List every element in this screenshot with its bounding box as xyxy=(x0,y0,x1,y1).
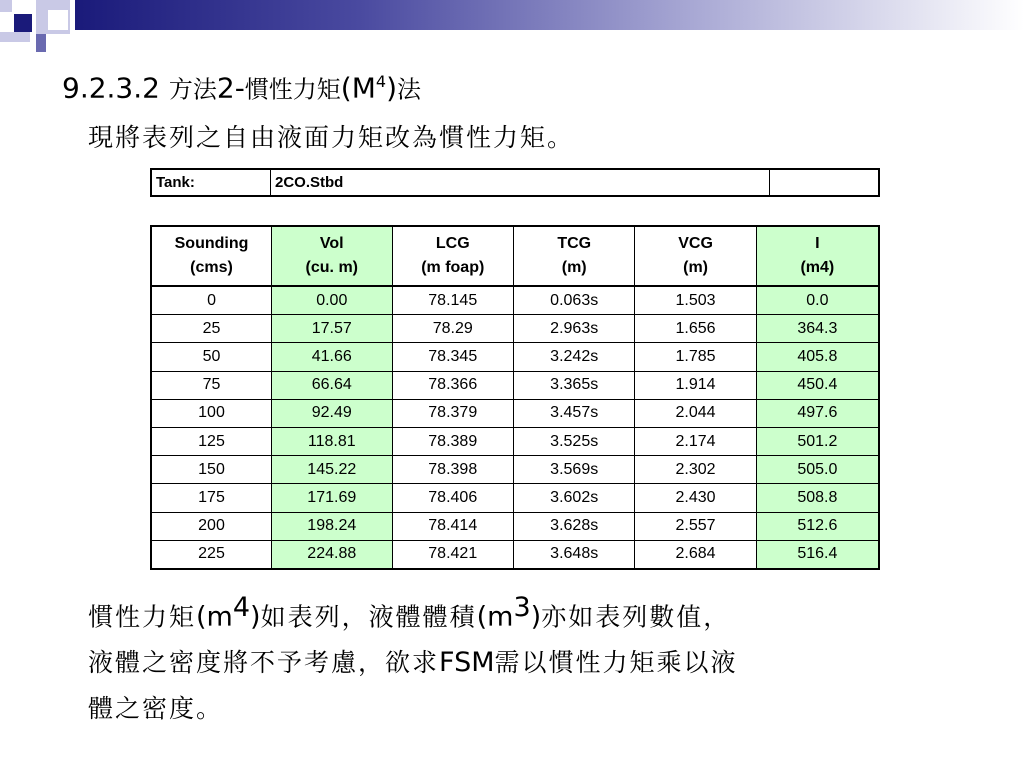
header-label: TCG xyxy=(557,235,592,252)
cell-sounding: 200 xyxy=(151,512,272,540)
column-header-inertia xyxy=(756,226,879,286)
cell-vcg: 2.044 xyxy=(635,399,756,427)
cell-lcg: 78.345 xyxy=(392,343,513,371)
cell-inertia: 512.6 xyxy=(756,512,879,540)
table-row xyxy=(151,427,879,455)
cell-vcg: 1.503 xyxy=(635,286,756,315)
table-row xyxy=(151,399,879,427)
cell-vol: 17.57 xyxy=(272,315,392,343)
header-label: LCG xyxy=(435,235,470,252)
cell-lcg: 78.379 xyxy=(392,399,513,427)
cell-inertia: 0.0 xyxy=(756,286,879,315)
column-header-tcg xyxy=(513,226,634,286)
cell-vcg: 2.557 xyxy=(635,512,756,540)
cell-inertia: 405.8 xyxy=(756,343,879,371)
table-body xyxy=(151,286,879,569)
cell-sounding: 50 xyxy=(151,343,272,371)
cell-sounding: 150 xyxy=(151,456,272,484)
cell-inertia: 501.2 xyxy=(756,427,879,455)
header-unit: (m) xyxy=(683,259,708,276)
column-header-vcg xyxy=(635,226,756,286)
cell-inertia: 516.4 xyxy=(756,540,879,569)
table-row xyxy=(151,343,879,371)
table-row xyxy=(151,371,879,399)
cell-lcg: 78.421 xyxy=(392,540,513,569)
header-label: Sounding xyxy=(174,235,249,252)
cell-inertia: 497.6 xyxy=(756,399,879,427)
table-row xyxy=(151,484,879,512)
table-header-row xyxy=(151,226,879,286)
explanation-paragraph: 慣性力矩$(m^4)$如表列，液體體積$(m^3)$亦如表列數值， 液體之密度將不予考慮，欲求FSM需以慣性力矩乘以液 體之密度。 xyxy=(88,592,738,724)
decorative-square xyxy=(0,0,12,12)
table-row xyxy=(151,512,879,540)
table-row xyxy=(151,315,879,343)
column-header-vol xyxy=(272,226,392,286)
cell-inertia: 450.4 xyxy=(756,371,879,399)
slide-title: 9.2.3.2 方法2-慣性力矩$(M^4)$法 xyxy=(62,71,422,105)
cell-tcg: 3.457s xyxy=(513,399,634,427)
decorative-square xyxy=(36,34,46,52)
cell-tcg: 2.963s xyxy=(513,315,634,343)
cell-vol: 145.22 xyxy=(272,456,392,484)
header-unit: (cms) xyxy=(190,259,233,276)
table-row xyxy=(151,456,879,484)
tank-info-table xyxy=(150,168,880,197)
header-unit: (m) xyxy=(561,259,587,276)
header-unit: (m4) xyxy=(800,259,835,276)
cell-vol: 41.66 xyxy=(272,343,392,371)
header-label: Vol xyxy=(319,235,344,252)
table-row xyxy=(151,286,879,315)
cell-vcg: 1.785 xyxy=(635,343,756,371)
tank-label: Tank: xyxy=(151,169,271,196)
cell-lcg: 78.398 xyxy=(392,456,513,484)
cell-sounding: 125 xyxy=(151,427,272,455)
decorative-square xyxy=(48,10,68,30)
cell-tcg: 3.569s xyxy=(513,456,634,484)
cell-inertia: 508.8 xyxy=(756,484,879,512)
cell-vcg: 2.302 xyxy=(635,456,756,484)
cell-vcg: 2.174 xyxy=(635,427,756,455)
cell-vol: 198.24 xyxy=(272,512,392,540)
cell-vol: 224.88 xyxy=(272,540,392,569)
cell-vol: 171.69 xyxy=(272,484,392,512)
tank-data-table xyxy=(150,225,880,570)
cell-tcg: 3.602s xyxy=(513,484,634,512)
header-unit: (m foap) xyxy=(421,259,485,276)
cell-vol: 0.00 xyxy=(272,286,392,315)
cell-vol: 92.49 xyxy=(272,399,392,427)
cell-tcg: 3.242s xyxy=(513,343,634,371)
cell-tcg: 3.628s xyxy=(513,512,634,540)
cell-vcg: 2.430 xyxy=(635,484,756,512)
cell-tcg: 3.365s xyxy=(513,371,634,399)
cell-inertia: 505.0 xyxy=(756,456,879,484)
cell-sounding: 175 xyxy=(151,484,272,512)
cell-lcg: 78.366 xyxy=(392,371,513,399)
cell-tcg: 0.063s xyxy=(513,286,634,315)
cell-lcg: 78.145 xyxy=(392,286,513,315)
cell-lcg: 78.406 xyxy=(392,484,513,512)
tank-name: 2CO.Stbd xyxy=(271,169,770,196)
cell-sounding: 25 xyxy=(151,315,272,343)
cell-vol: 66.64 xyxy=(272,371,392,399)
cell-sounding: 75 xyxy=(151,371,272,399)
header-unit: (cu. m) xyxy=(305,259,358,276)
cell-sounding: 225 xyxy=(151,540,272,569)
cell-vcg: 1.914 xyxy=(635,371,756,399)
cell-lcg: 78.29 xyxy=(392,315,513,343)
column-header-sounding xyxy=(151,226,272,286)
slide-subtitle: 現將表列之自由液面力矩改為慣性力矩。 xyxy=(88,123,575,152)
cell-inertia: 364.3 xyxy=(756,315,879,343)
table-row xyxy=(151,540,879,569)
cell-vcg: 1.656 xyxy=(635,315,756,343)
header-label: I xyxy=(815,235,820,252)
cell-sounding: 0 xyxy=(151,286,272,315)
cell-vol: 118.81 xyxy=(272,427,392,455)
gradient-strip xyxy=(75,0,1024,30)
header-label: VCG xyxy=(678,235,713,252)
tank-extra xyxy=(770,169,880,196)
column-header-lcg xyxy=(392,226,513,286)
cell-lcg: 78.389 xyxy=(392,427,513,455)
cell-sounding: 100 xyxy=(151,399,272,427)
cell-lcg: 78.414 xyxy=(392,512,513,540)
decorative-header xyxy=(0,0,1024,50)
decorative-square xyxy=(14,14,32,32)
decorative-square xyxy=(0,32,30,42)
cell-tcg: 3.525s xyxy=(513,427,634,455)
cell-tcg: 3.648s xyxy=(513,540,634,569)
cell-vcg: 2.684 xyxy=(635,540,756,569)
